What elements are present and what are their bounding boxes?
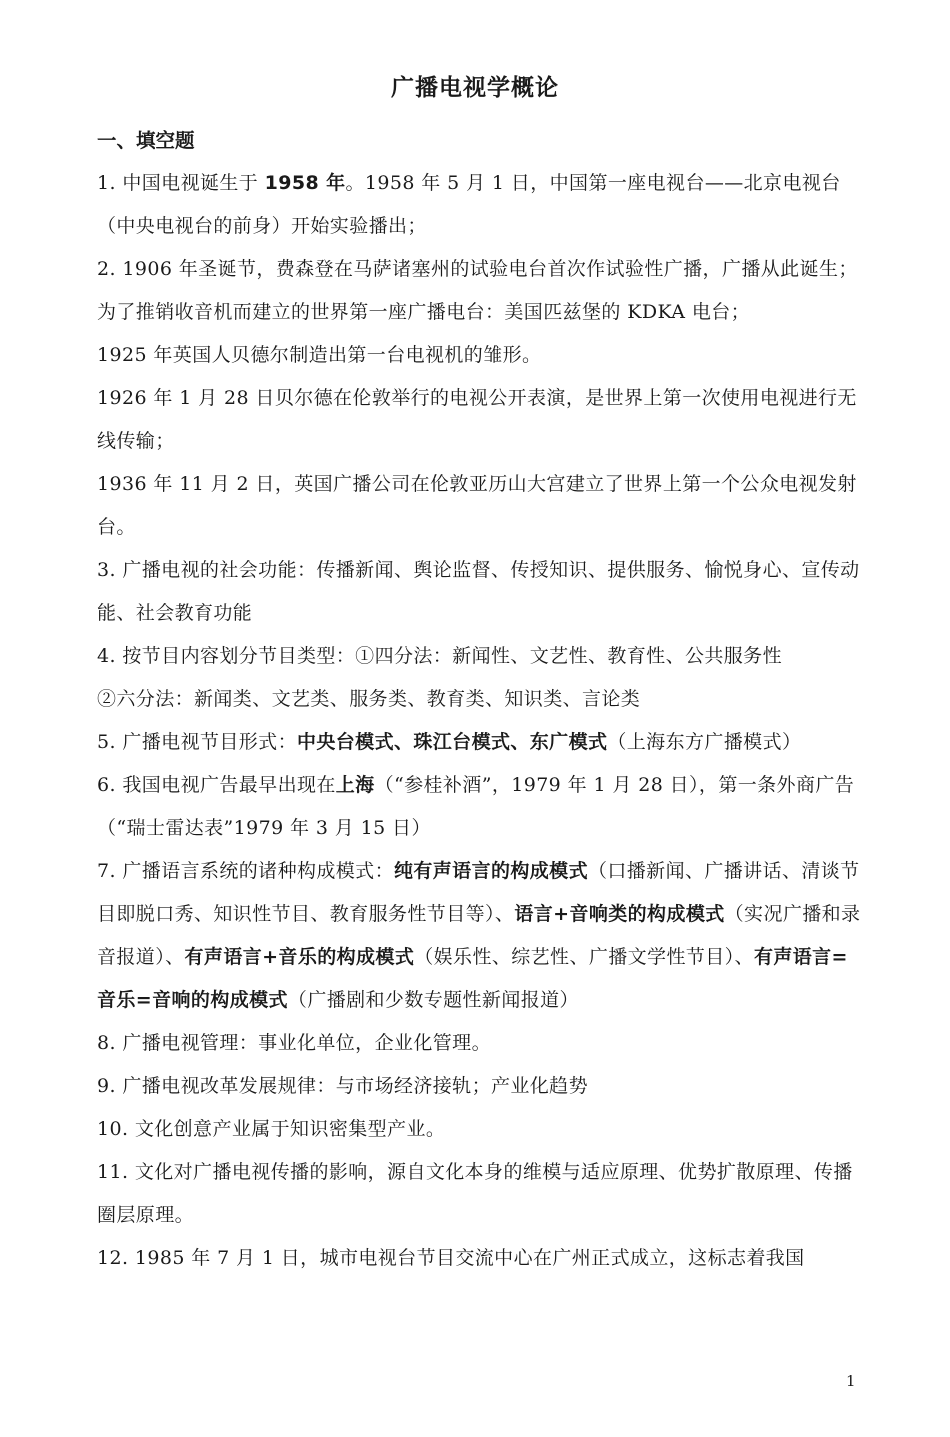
paragraph-item-10: 10. 文化创意产业属于知识密集型产业。: [97, 1118, 446, 1140]
section-heading: 一、填空题: [97, 129, 195, 152]
paragraph-item-7: 7. 广播语言系统的诸种构成模式：纯有声语言的构成模式（口播新闻、广播讲话、清谈节目即脱口秀、知识性节目、教育服务性节目等）、语言+音响类的构成模式（实况广播和录音报道）、有声语言+音乐的构成模式（娱乐性、综艺性、广播文学性节目）、有声语言=音乐=音响的构成模式（广播剧和少数专题性新闻报道）: [97, 860, 861, 1011]
paragraph-item-3: 3. 广播电视的社会功能：传播新闻、舆论监督、传授知识、提供服务、愉悦身心、宣传动能、社会教育功能: [97, 559, 860, 624]
paragraph-item-11: 11. 文化对广播电视传播的影响，源自文化本身的维模与适应原理、优势扩散原理、传播圈层原理。: [97, 1161, 853, 1226]
paragraph-item-2: 2. 1906 年圣诞节，费森登在马萨诸塞州的试验电台首次作试验性广播，广播从此诞生；为了推销收音机而建立的世界第一座广播电台：美国匹兹堡的 KDKA 电台；: [97, 258, 858, 323]
paragraph-item-12: 12. 1985 年 7 月 1 日，城市电视台节目交流中心在广州正式成立，这标志着我国: [97, 1247, 805, 1269]
document-title: 广播电视学概论: [391, 75, 559, 101]
paragraph-item-8: 8. 广播电视管理：事业化单位，企业化管理。: [97, 1032, 491, 1054]
paragraph-item-6: 6. 我国电视广告最早出现在上海（“参桂补酒”，1979 年 1 月 28 日），第一条外商广告（“瑞士雷达表”1979 年 3 月 15 日）: [97, 774, 855, 839]
document-body: [97, 162, 865, 1280]
paragraph-item-9: 9. 广播电视改革发展规律：与市场经济接轨；产业化趋势: [97, 1075, 588, 1097]
paragraph-1936: 1936 年 11 月 2 日，英国广播公司在伦敦亚历山大宫建立了世界上第一个公众电视发射台。: [97, 473, 857, 538]
paragraph-item-1: 1. 中国电视诞生于 1958 年。1958 年 5 月 1 日，中国第一座电视台——北京电视台（中央电视台的前身）开始实验播出；: [97, 172, 841, 237]
paragraph-1925: 1925 年英国人贝德尔制造出第一台电视机的雏形。: [97, 344, 542, 366]
paragraph-item-5: 5. 广播电视节目形式：中央台模式、珠江台模式、东广模式（上海东方广播模式）: [97, 731, 802, 753]
paragraph-item-4-line-2: ②六分法：新闻类、文艺类、服务类、教育类、知识类、言论类: [97, 688, 641, 710]
page-number: 1: [846, 1372, 856, 1390]
paragraph-item-4-line-1: 4. 按节目内容划分节目类型：①四分法：新闻性、文艺性、教育性、公共服务性: [97, 645, 782, 667]
paragraph-1926: 1926 年 1 月 28 日贝尔德在伦敦举行的电视公开表演，是世界上第一次使用电视进行无线传输；: [97, 387, 857, 452]
